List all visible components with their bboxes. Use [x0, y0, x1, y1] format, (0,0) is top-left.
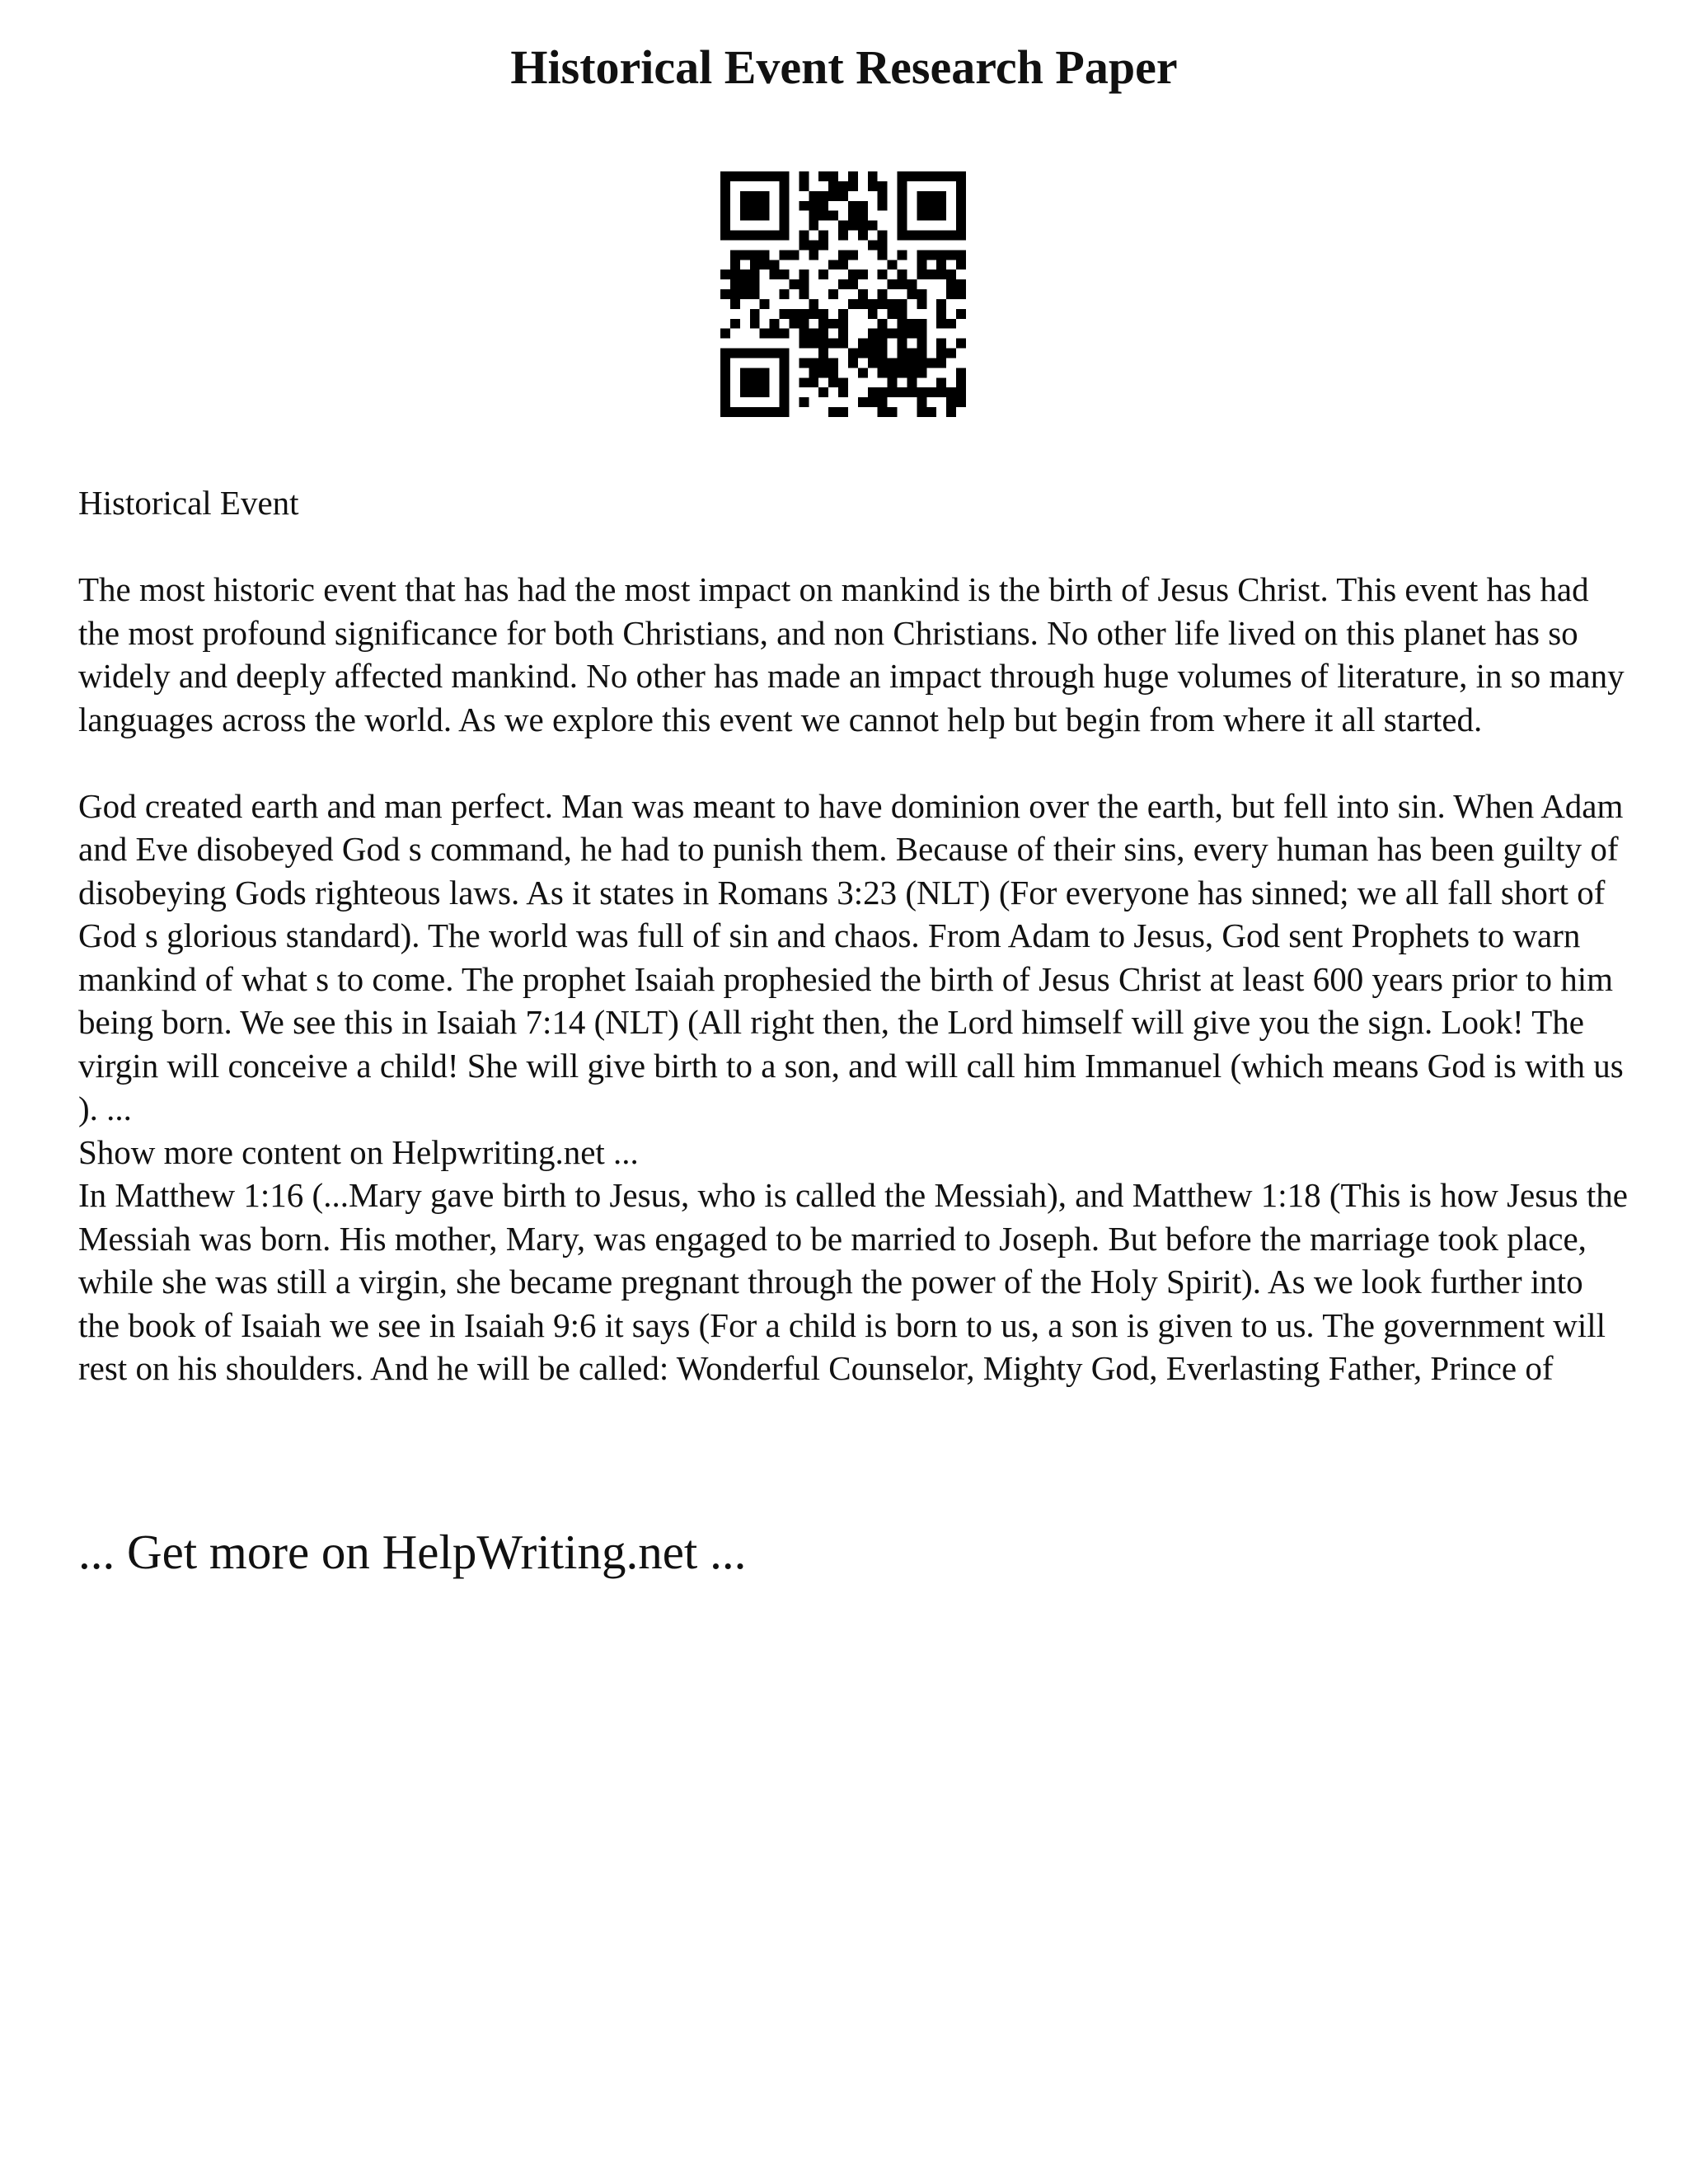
show-more-link[interactable]: Show more content on Helpwriting.net ... [78, 1132, 639, 1171]
body-paragraph-3: In Matthew 1:16 (...Mary gave birth to Jesus, who is called the Messiah), and Matthew 1:18 (This is how Jesus the Messiah was born. His mother, Mary, was engaged to be married to Joseph. But before the marriage took place, while she was still a virgin, she became pregnant through the power of the Holy Spirit). As we look further into the book of Isaiah we see in Isaiah 9:6 it says (For a child is born to us, a son is given to us. The government will rest on his shoulders. And he will be called: Wonderful Counselor, Mighty God, Everlasting Father, Prince of [78, 1176, 1628, 1387]
section-heading: Historical Event [78, 484, 299, 522]
paragraph-spacer [78, 525, 1628, 569]
paragraph-spacer [78, 741, 1628, 785]
page-title: Historical Event Research Paper [510, 40, 1178, 94]
body-paragraph-1: The most historic event that has had the most impact on mankind is the birth of Jesus Christ. This event has had the most profound significance for both Christians, and non Christians. No other life lived on this planet has so widely and deeply affected mankind. No other has made an impact through huge volumes of literature, in so many languages across the world. As we explore this event we cannot help but begin from where it all started. [78, 570, 1625, 738]
body-paragraph-2: God created earth and man perfect. Man was meant to have dominion over the earth, but fell into sin. When Adam and Eve disobeyed God s command, he had to punish them. Because of their sins, every human has been guilty of disobeying Gods righteous laws. As it states in Romans 3:23 (NLT) (For everyone has sinned; we all fall short of God s glorious standard). The world was full of sin and chaos. From Adam to Jesus, God sent Prophets to warn mankind of what s to come. The prophet Isaiah prophesied the birth of Jesus Christ at least 600 years prior to him being born. We see this in Isaiah 7:14 (NLT) (All right then, the Lord himself will give you the sign. Look! The virgin will conceive a child! She will give birth to a son, and will call him Immanuel (which means God is with us ). ... [78, 786, 1624, 1127]
qr-code-icon [720, 171, 966, 417]
get-more-link[interactable]: ... Get more on HelpWriting.net ... [78, 1525, 747, 1579]
document-body [78, 481, 1628, 1390]
